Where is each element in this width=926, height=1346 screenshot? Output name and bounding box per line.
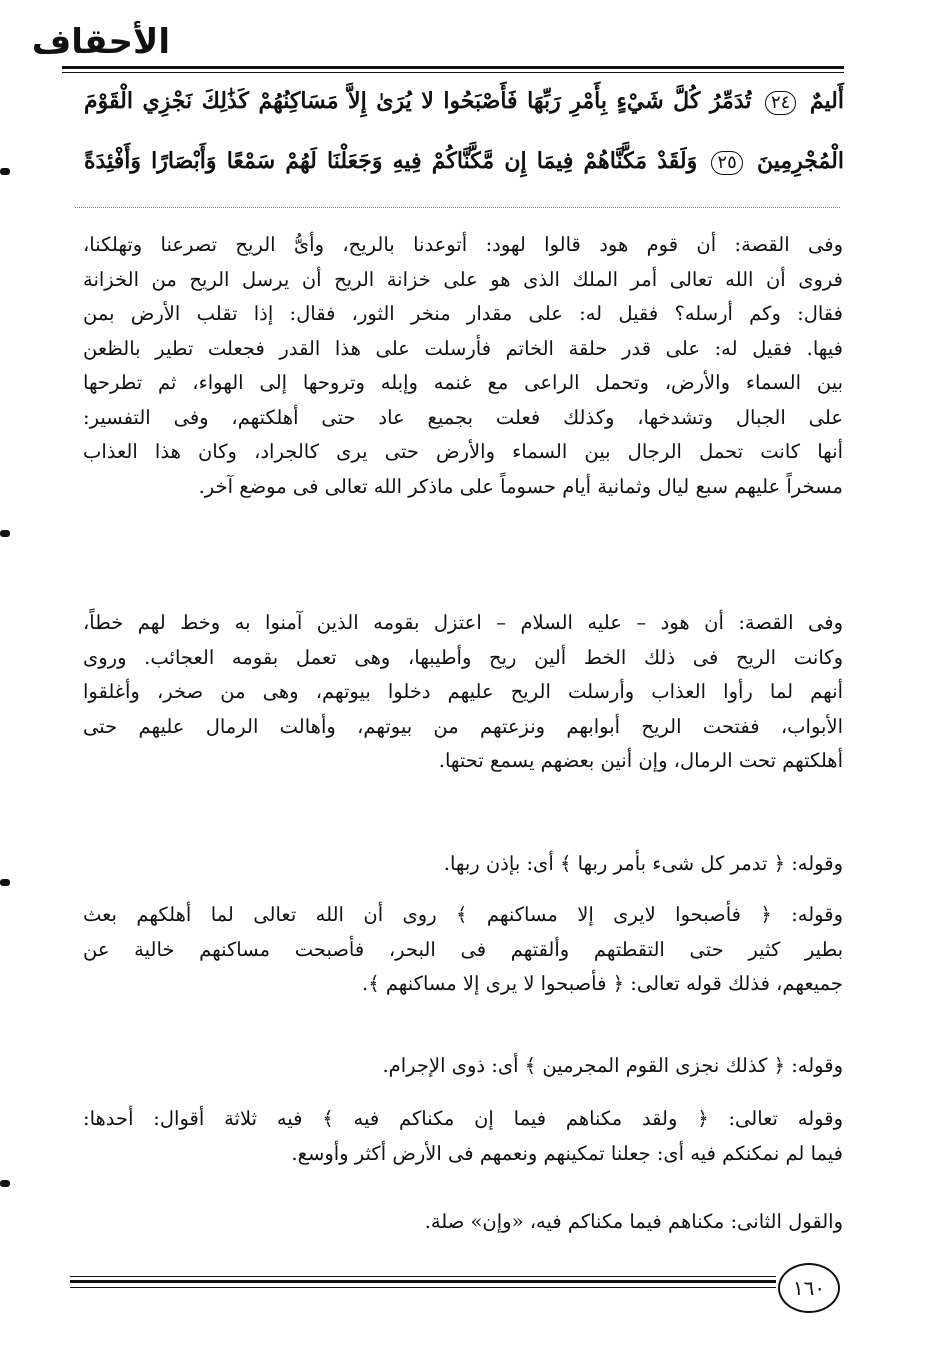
footer-rule-thick xyxy=(70,1280,776,1283)
header-rule-thin xyxy=(62,72,844,73)
text-line: أهلكتهم تحت الرمال، وإن أنين بعضهم يسمع تحتها. xyxy=(438,749,843,772)
header-rule-thick xyxy=(62,66,844,69)
text-line: وفى القصة: أن هود – عليه السلام – اعتزل بقومه الذين آمنوا به وخط لهم خطاً، xyxy=(83,611,843,634)
footer-rule-thin xyxy=(70,1276,776,1277)
commentary-paragraph xyxy=(83,228,843,504)
footer-rule-thin xyxy=(70,1287,776,1288)
text-line: وقوله: ﴿ تدمر كل شىء بأمر ربها ﴾ أى: بإذن ربها. xyxy=(443,852,843,875)
binding-mark xyxy=(0,1180,10,1187)
binding-mark xyxy=(0,879,10,886)
verse-text: أَليمٌ xyxy=(809,88,844,114)
commentary-paragraph xyxy=(83,847,843,882)
binding-mark xyxy=(0,530,10,537)
commentary-paragraph xyxy=(83,1102,843,1171)
text-line: مسخراً عليهم سبع ليال وثمانية أيام حسوماً على ماذكر الله تعالى فى موضع آخر. xyxy=(198,474,843,498)
text-line: الأبواب، ففتحت الريح أبوابهم ونزعتهم من بيوتهم، وأهالت الرمال عليهم حتى xyxy=(83,714,843,738)
text-line: أنها كانت تحمل الرجال بين السماء والأرض حتى يرى كالجراد، وكان هذا العذاب xyxy=(83,440,843,463)
commentary-paragraph xyxy=(83,898,843,1002)
verse-number-marker: ٢٤ xyxy=(765,91,796,115)
text-line: فيها. فقيل له: على قدر حلقة الخاتم فأرسلت على هذا القدر فجعلت تطير بالظعن xyxy=(83,336,843,360)
commentary-paragraph xyxy=(83,1205,843,1240)
text-line: وقوله: ﴿ فأصبحوا لايرى إلا مساكنهم ﴾ روى أن الله تعالى لما أهلكهم بعث xyxy=(83,903,843,926)
text-line: والقول الثانى: مكناهم فيما مكناكم فيه، «وإن» صلة. xyxy=(424,1210,843,1233)
text-line: فقال: وكم أرسله؟ فقيل له: على مقدار منخر الثور، فقال: إذا تقلب الأرض بمن xyxy=(83,302,843,325)
text-line: جميعهم، فذلك قوله تعالى: ﴿ فأصبحوا لا يرى إلا مساكنهم ﴾. xyxy=(362,972,843,995)
commentary-paragraph xyxy=(83,1049,843,1084)
text-line: فيما لم نمكنكم فيه أى: جعلنا تمكينهم ونعمهم فى الأرض أكثر وأوسع. xyxy=(291,1141,843,1165)
commentary-paragraph xyxy=(83,606,843,779)
text-line: بين السماء والأرض، وتحمل الراعى مع غنمه وإبله وتروحها إلى الهواء، ثم تطرحها xyxy=(83,371,843,394)
quran-verse-line xyxy=(84,141,844,181)
verse-separator xyxy=(75,207,840,208)
text-line: أنهم لما رأوا العذاب وأرسلت الريح عليهم دخلوا بيوتهم، وهى من صخر، وأغلقوا xyxy=(83,680,843,703)
quran-verse-line xyxy=(84,81,844,121)
page-number: ١٦٠ xyxy=(778,1263,840,1313)
text-line: على الجبال وتشدخها، وكذلك فعلت بجميع عاد حتى أهلكتهم، وفى التفسير: xyxy=(83,405,843,429)
verse-number-marker: ٢٥ xyxy=(711,151,742,175)
text-line: وفى القصة: أن قوم هود قالوا لهود: أتوعدنا بالريح، وأىُّ الريح تصرعنا وتهلكنا، xyxy=(83,233,843,256)
verse-text: الْمُجْرِمِينَ xyxy=(756,148,844,174)
binding-mark xyxy=(0,168,10,175)
text-line: بطير كثير حتى التقطتهم وألقتهم فى البحر، فأصبحت مساكنهم خالية عن xyxy=(83,937,843,961)
text-line: وكانت الريح فى ذلك الخط ألين ريح وأطيبها، وهى تعمل بقومه العجائب. وروى xyxy=(83,645,843,669)
text-line: وقوله: ﴿ كذلك نجزى القوم المجرمين ﴾ أى: ذوى الإجرام. xyxy=(382,1054,843,1077)
chapter-title: الأحقاف xyxy=(31,22,170,62)
verse-text: وَلَقَدْ مَكَّنَّاهُمْ فِيمَا إِن مَّكَّنَّاكُمْ فِيهِ وَجَعَلْنَا لَهُمْ سَمْعًا وَأَبْصَارًا وَأَفْئِدَةً xyxy=(84,148,698,174)
text-line: فروى أن الله تعالى أمر الملك الذى هو على خزانة الريح أن يرسل الريح من الخزانة xyxy=(83,267,843,291)
text-line: وقوله تعالى: ﴿ ولقد مكناهم فيما إن مكناكم فيه ﴾ فيه ثلاثة أقوال: أحدها: xyxy=(83,1107,843,1130)
verse-text: تُدَمِّرُ كُلَّ شَيْءٍ بِأَمْرِ رَبِّهَا فَأَصْبَحُوا لا يُرَىٰ إِلاَّ مَسَاكِنُهُمْ كَذَٰلِكَ نَجْزِي الْقَوْمَ xyxy=(84,88,752,114)
